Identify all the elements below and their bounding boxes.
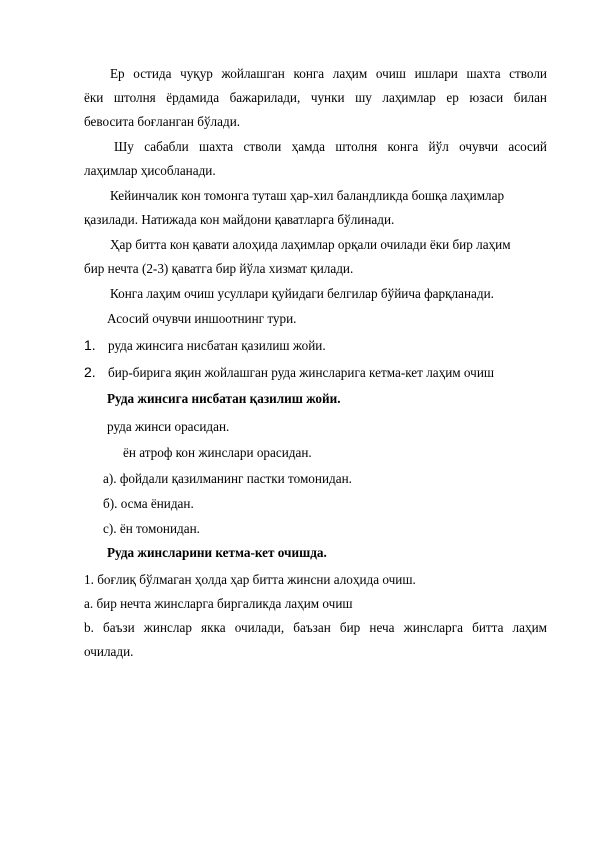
paragraph-line: лаҳимлар ҳисобланади. bbox=[84, 163, 216, 178]
list-item: 1. боғлиқ бўлмаган ҳолда ҳар битта жинсни алоҳида очиш. bbox=[84, 572, 416, 587]
list-number: 1. bbox=[84, 337, 96, 353]
paragraph-line: қазилади. Натижада кон майдони қаватларга бўлинади. bbox=[84, 212, 395, 227]
list-item: a. бир нечта жинсларга биргаликда лаҳим очиш bbox=[84, 596, 353, 611]
paragraph-line: бевосита боғланган бўлади. bbox=[84, 114, 241, 129]
list-item: а). фойдали қазилманинг пастки томонидан. bbox=[103, 471, 352, 486]
paragraph-line: ёки штолня ёрдамида бажарилади, чунки шу лаҳимлар ер юзаси билан bbox=[84, 90, 547, 105]
paragraph-line: Ер остида чуқур жойлашган конга лаҳим очиш ишлари шахта стволи bbox=[110, 66, 547, 81]
list-number: 2. bbox=[84, 364, 96, 380]
paragraph-line: Асосий очувчи иншоотнинг тури. bbox=[107, 311, 297, 326]
section-heading: Руда жинсига нисбатан қазилиш жойи. bbox=[107, 391, 341, 406]
paragraph-line: Шу сабабли шахта стволи ҳамда штолня конга йўл очувчи асосий bbox=[114, 139, 547, 154]
list-item: руда жинсига нисбатан қазилиш жойи. bbox=[108, 338, 326, 353]
paragraph-line: Конга лаҳим очиш усуллари қуйидаги белгилар бўйича фарқланади. bbox=[110, 286, 494, 301]
list-item: b. баъзи жинслар якка очилади, баъзан бир неча жинсларга битта лаҳим bbox=[84, 620, 547, 635]
list-item: очилади. bbox=[84, 644, 134, 659]
list-item: б). осма ёнидан. bbox=[103, 496, 194, 511]
list-item: с). ён томонидан. bbox=[103, 521, 200, 536]
paragraph-line: бир нечта (2-3) қаватга бир йўла хизмат қилади. bbox=[84, 261, 354, 276]
paragraph-line: Кейинчалик кон томонга туташ ҳар-хил баландликда бошқа лаҳимлар bbox=[110, 188, 505, 203]
list-item: руда жинси орасидан. bbox=[107, 419, 230, 434]
list-item: бир-бирига яқин жойлашган руда жинсларига кетма-кет лаҳим очиш bbox=[108, 365, 495, 380]
section-heading: Руда жинсларини кетма-кет очишда. bbox=[107, 545, 327, 560]
paragraph-line: Ҳар битта кон қавати алоҳида лаҳимлар орқали очилади ёки бир лаҳим bbox=[110, 237, 511, 252]
list-item: ён атроф кон жинслари орасидан. bbox=[123, 445, 312, 460]
